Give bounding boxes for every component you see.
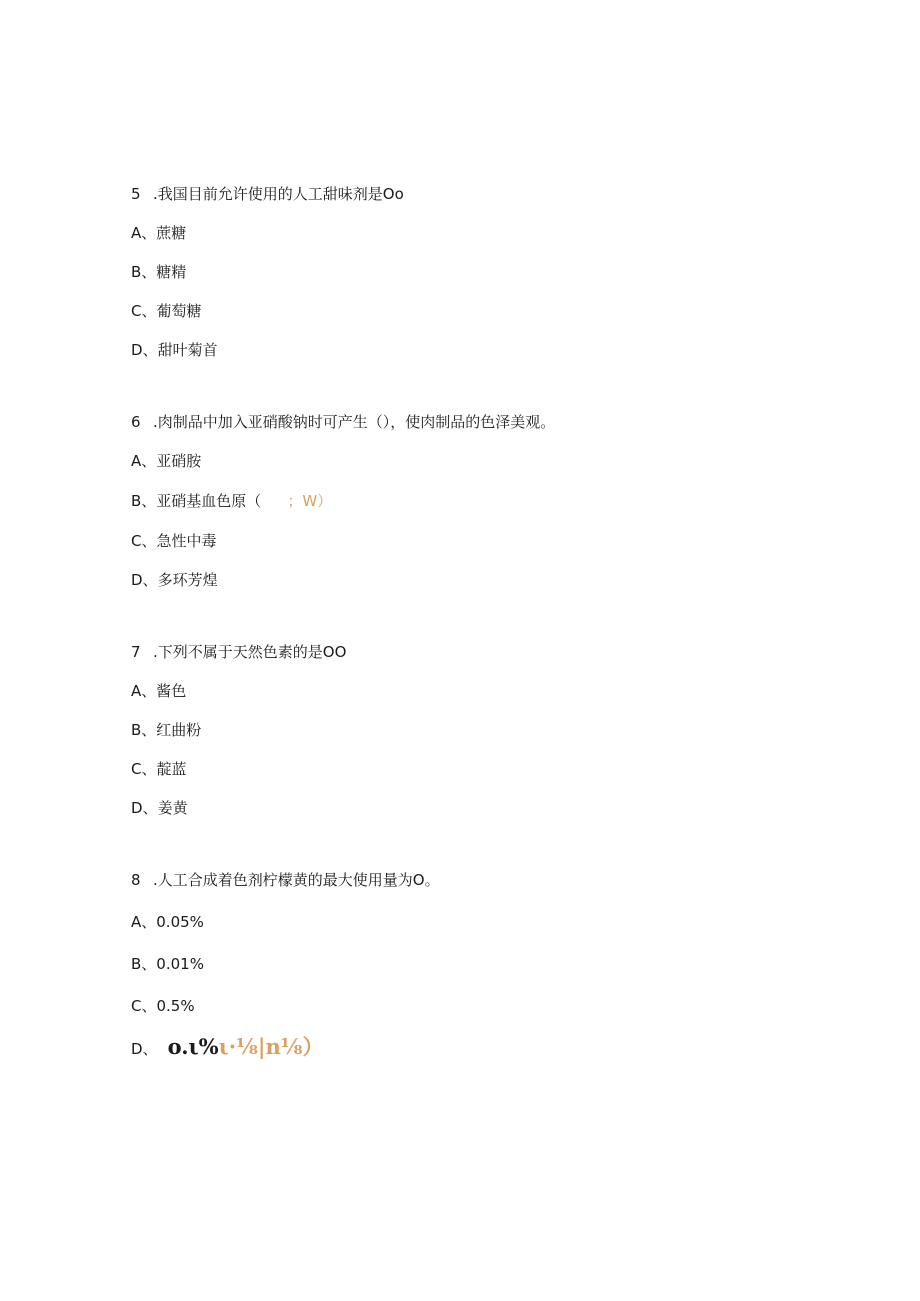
option-letter: A、 bbox=[131, 452, 157, 470]
option-text: 0.5% bbox=[156, 997, 195, 1015]
option-text: 0.05% bbox=[156, 913, 204, 931]
question-number: 5 bbox=[131, 185, 141, 203]
question-6-stem bbox=[131, 412, 555, 432]
question-8-option-a bbox=[131, 912, 204, 932]
question-7-stem bbox=[131, 642, 346, 662]
option-text: 急性中毒 bbox=[156, 532, 217, 550]
option-letter: B、 bbox=[131, 955, 157, 973]
question-5-option-b bbox=[131, 262, 186, 282]
option-text: 0.01% bbox=[156, 955, 204, 973]
question-7-option-d bbox=[131, 798, 188, 818]
question-6-option-a bbox=[131, 451, 201, 471]
question-number: 7 bbox=[131, 643, 141, 661]
option-letter: C、 bbox=[131, 532, 157, 550]
question-number: 8 bbox=[131, 871, 141, 889]
option-text: 蔗糖 bbox=[156, 224, 187, 242]
option-letter: D、 bbox=[131, 799, 158, 817]
option-letter: C、 bbox=[131, 997, 157, 1015]
option-text: 甜叶菊首 bbox=[157, 341, 218, 359]
option-text: 酱色 bbox=[156, 682, 187, 700]
question-6-option-c bbox=[131, 531, 217, 551]
option-letter: B、 bbox=[131, 721, 157, 739]
question-6-option-d bbox=[131, 570, 218, 590]
option-letter: B、 bbox=[131, 263, 157, 281]
option-letter: C、 bbox=[131, 760, 157, 778]
question-text: .人工合成着色剂柠檬黄的最大使用量为O。 bbox=[153, 871, 440, 889]
question-text: .下列不属于天然色素的是OO bbox=[153, 643, 347, 661]
option-text: 亚硝胺 bbox=[156, 452, 202, 470]
question-5-option-d bbox=[131, 340, 218, 360]
question-8-option-c bbox=[131, 996, 195, 1016]
handwritten-annotation: ；W） bbox=[287, 492, 333, 510]
question-text: .肉制品中加入亚硝酸钠时可产生（），使肉制品的色泽美观。 bbox=[153, 413, 556, 431]
question-5-stem bbox=[131, 184, 404, 204]
option-letter: D、 bbox=[131, 341, 158, 359]
question-6-option-b bbox=[131, 491, 332, 511]
option-letter: D、 bbox=[131, 571, 158, 589]
question-text: .我国目前允许使用的人工甜味剂是Oo bbox=[153, 185, 404, 203]
option-text: 红曲粉 bbox=[156, 721, 202, 739]
question-8-option-b bbox=[131, 954, 204, 974]
question-5-option-a bbox=[131, 223, 186, 243]
question-7-option-a bbox=[131, 681, 186, 701]
option-letter: A、 bbox=[131, 913, 157, 931]
option-text: 多环芳煌 bbox=[157, 571, 218, 589]
option-letter: B、 bbox=[131, 492, 157, 510]
option-text: 糖精 bbox=[156, 263, 187, 281]
question-8-stem bbox=[131, 870, 440, 890]
option-text: 姜黄 bbox=[157, 799, 188, 817]
option-letter: A、 bbox=[131, 682, 157, 700]
option-text: 靛蓝 bbox=[156, 760, 187, 778]
option-text: 葡萄糖 bbox=[156, 302, 202, 320]
question-number: 6 bbox=[131, 413, 141, 431]
option-text: 亚硝基血色原（ bbox=[156, 492, 262, 510]
question-7-option-c bbox=[131, 759, 187, 779]
option-letter: A、 bbox=[131, 224, 157, 242]
option-letter: C、 bbox=[131, 302, 157, 320]
handwritten-annotation: ι·⅛|n⅛） bbox=[218, 1034, 324, 1059]
option-text: o.ι% bbox=[167, 1034, 219, 1059]
question-8-option-d bbox=[131, 1034, 324, 1060]
question-7-option-b bbox=[131, 720, 201, 740]
option-letter: D、 bbox=[131, 1040, 158, 1058]
question-5-option-c bbox=[131, 301, 202, 321]
